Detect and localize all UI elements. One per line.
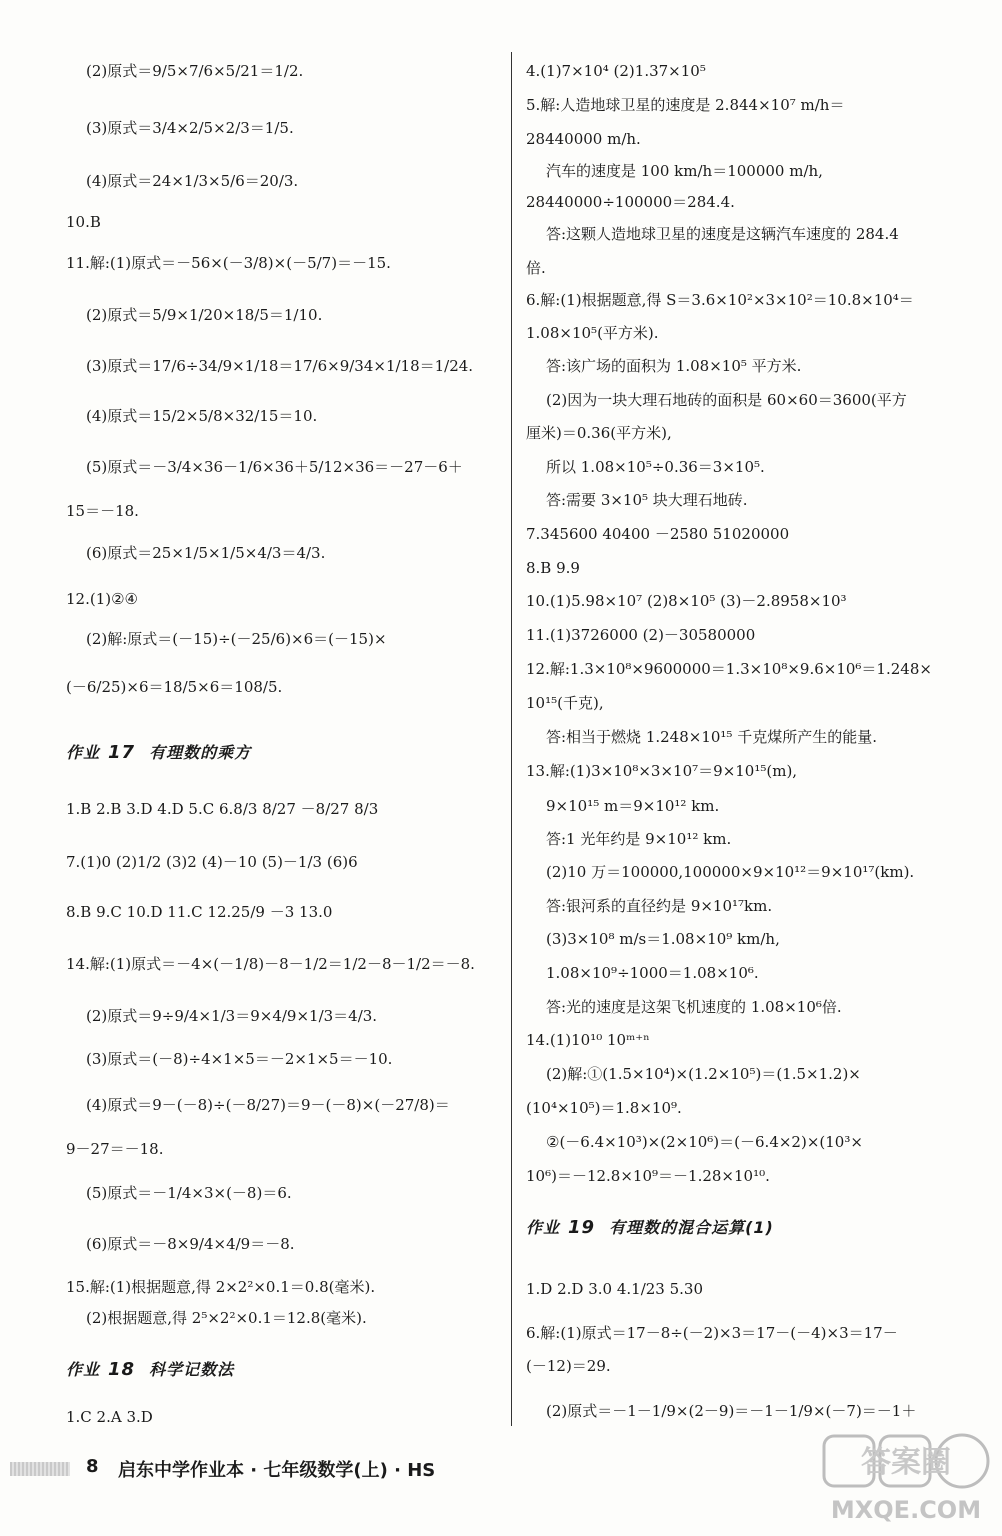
footer-decoration-bar	[10, 1462, 70, 1476]
answer-line: 1.08×10⁵(平方米).	[526, 324, 659, 342]
answer-line: ②(－6.4×10³)×(2×10⁶)＝(－6.4×2)×(10³×	[546, 1133, 863, 1151]
section-number: 18	[108, 1359, 136, 1380]
answer-line: (3)3×10⁸ m/s＝1.08×10⁹ km/h,	[546, 930, 780, 948]
answer-line: 12.解:1.3×10⁸×9600000＝1.3×10⁸×9.6×10⁶＝1.248×	[526, 660, 932, 678]
answer-line: (6)原式＝25×1/5×1/5×4/3＝4/3.	[86, 544, 326, 562]
answer-line: 10¹⁵(千克),	[526, 694, 604, 712]
section-heading	[66, 1357, 234, 1380]
section-title: 有理数的乘方	[149, 743, 252, 762]
answer-line: 11.解:(1)原式＝－56×(－3/8)×(－5/7)＝－15.	[66, 254, 391, 272]
answer-line: 6.解:(1)原式＝17－8÷(－2)×3＝17－(－4)×3＝17－	[526, 1324, 898, 1342]
answer-line: (3)原式＝(－8)÷4×1×5＝－2×1×5＝－10.	[86, 1050, 393, 1068]
answer-line: 答:银河系的直径约是 9×10¹⁷km.	[546, 897, 773, 915]
answer-line: 厘米)＝0.36(平方米),	[526, 424, 672, 442]
answer-line: 8.B 9.9	[526, 559, 580, 577]
section-number: 17	[108, 742, 136, 763]
answer-line: 1.D 2.D 3.0 4.1/23 5.30	[526, 1280, 703, 1298]
answer-line: 5.解:人造地球卫星的速度是 2.844×10⁷ m/h＝	[526, 96, 845, 114]
answer-line: 所以 1.08×10⁵÷0.36＝3×10⁵.	[546, 458, 765, 476]
section-title: 科学记数法	[149, 1360, 235, 1379]
answer-line: 10.(1)5.98×10⁷ (2)8×10⁵ (3)－2.8958×10³	[526, 592, 847, 610]
answer-line: (2)原式＝－1－1/9×(2－9)＝－1－1/9×(－7)＝－1＋	[546, 1402, 917, 1420]
answer-line: (6)原式＝－8×9/4×4/9＝－8.	[86, 1235, 295, 1253]
answer-line: 6.解:(1)根据题意,得 S＝3.6×10²×3×10²＝10.8×10⁴＝	[526, 291, 914, 309]
answer-line: 7.345600 40400 －2580 51020000	[526, 525, 790, 543]
answer-line: (4)原式＝24×1/3×5/6＝20/3.	[86, 172, 299, 190]
answer-line: 答:该广场的面积为 1.08×10⁵ 平方米.	[546, 357, 802, 375]
answer-line: 答:需要 3×10⁵ 块大理石地砖.	[546, 491, 748, 509]
answer-line: (2)根据题意,得 2⁵×2²×0.1＝12.8(毫米).	[86, 1309, 367, 1327]
answer-line: (10⁴×10⁵)＝1.8×10⁹.	[526, 1099, 682, 1117]
answer-line: (2)解:①(1.5×10⁴)×(1.2×10⁵)＝(1.5×1.2)×	[546, 1065, 861, 1083]
answer-line: (5)原式＝－3/4×36－1/6×36＋5/12×36＝－27－6＋	[86, 458, 463, 476]
book-title: 启东中学作业本 · 七年级数学(上) · HS	[118, 1460, 436, 1481]
answer-line: 14.解:(1)原式＝－4×(－1/8)－8－1/2＝1/2－8－1/2＝－8.	[66, 955, 475, 973]
answer-line: 答:1 光年约是 9×10¹² km.	[546, 830, 732, 848]
answer-line: (2)原式＝9/5×7/6×5/21＝1/2.	[86, 62, 304, 80]
answer-line: 7.(1)0 (2)1/2 (3)2 (4)－10 (5)－1/3 (6)6	[66, 853, 358, 871]
answer-line: (－6/25)×6＝18/5×6＝108/5.	[66, 678, 283, 696]
answer-line: (2)解:原式＝(－15)÷(－25/6)×6＝(－15)×	[86, 630, 387, 648]
watermark-logo	[818, 1430, 994, 1530]
section-label: 作业	[66, 1360, 101, 1379]
answer-line: (2)原式＝9÷9/4×1/3＝9×4/9×1/3＝4/3.	[86, 1007, 378, 1025]
answer-line: 28440000÷100000＝284.4.	[526, 193, 735, 211]
answer-line: 13.解:(1)3×10⁸×3×10⁷＝9×10¹⁵(m),	[526, 762, 798, 780]
section-heading	[66, 740, 251, 763]
answer-line: 9×10¹⁵ m＝9×10¹² km.	[546, 797, 720, 815]
answer-line: 14.(1)10¹⁰ 10ᵐ⁺ⁿ	[526, 1031, 650, 1049]
answer-line: 9－27＝－18.	[66, 1140, 164, 1158]
watermark-text: 答案圈	[861, 1445, 951, 1480]
answer-line: (4)原式＝9－(－8)÷(－8/27)＝9－(－8)×(－27/8)＝	[86, 1096, 450, 1114]
answer-line: 8.B 9.C 10.D 11.C 12.25/9 －3 13.0	[66, 903, 333, 921]
answer-line: (3)原式＝17/6÷34/9×1/18＝17/6×9/34×1/18＝1/24.	[86, 357, 474, 375]
page-number: 8	[86, 1456, 99, 1477]
watermark-url: MXQE.COM	[830, 1496, 982, 1524]
answer-line: 倍.	[526, 259, 546, 277]
answer-line: 4.(1)7×10⁴ (2)1.37×10⁵	[526, 62, 706, 80]
answer-line: 10.B	[66, 213, 101, 231]
answer-line: 1.C 2.A 3.D	[66, 1408, 153, 1426]
section-title: 有理数的混合运算(1)	[609, 1218, 774, 1237]
column-divider	[511, 52, 512, 1426]
section-label: 作业	[66, 743, 101, 762]
answer-line: 12.(1)②④	[66, 590, 138, 608]
answer-line: (5)原式＝－1/4×3×(－8)＝6.	[86, 1184, 292, 1202]
answer-line: 1.B 2.B 3.D 4.D 5.C 6.8/3 8/27 －8/27 8/3	[66, 800, 379, 818]
section-heading	[526, 1215, 774, 1238]
left-column	[66, 0, 500, 1440]
answer-line: 28440000 m/h.	[526, 130, 641, 148]
answer-line: 1.08×10⁹÷1000＝1.08×10⁶.	[546, 964, 759, 982]
answer-line: (4)原式＝15/2×5/8×32/15＝10.	[86, 407, 318, 425]
answer-line: (2)原式＝5/9×1/20×18/5＝1/10.	[86, 306, 323, 324]
answer-line: (3)原式＝3/4×2/5×2/3＝1/5.	[86, 119, 294, 137]
right-column	[526, 0, 970, 1440]
section-number: 19	[568, 1217, 596, 1238]
answer-line: 11.(1)3726000 (2)－30580000	[526, 626, 756, 644]
answer-line: 答:相当于燃烧 1.248×10¹⁵ 千克煤所产生的能量.	[546, 728, 877, 746]
answer-line: (2)10 万＝100000,100000×9×10¹²＝9×10¹⁷(km).	[546, 863, 915, 881]
answer-line: 答:这颗人造地球卫星的速度是这辆汽车速度的 284.4	[546, 225, 899, 243]
answer-line: 答:光的速度是这架飞机速度的 1.08×10⁶倍.	[546, 998, 842, 1016]
answer-line: 15.解:(1)根据题意,得 2×2²×0.1＝0.8(毫米).	[66, 1278, 376, 1296]
section-label: 作业	[526, 1218, 561, 1237]
answer-line: (2)因为一块大理石地砖的面积是 60×60＝3600(平方	[546, 391, 907, 409]
answer-line: (－12)＝29.	[526, 1357, 611, 1375]
answer-line: 15＝－18.	[66, 502, 139, 520]
answer-line: 汽车的速度是 100 km/h＝100000 m/h,	[546, 162, 823, 180]
answer-line: 10⁶)＝－12.8×10⁹＝－1.28×10¹⁰.	[526, 1167, 770, 1185]
